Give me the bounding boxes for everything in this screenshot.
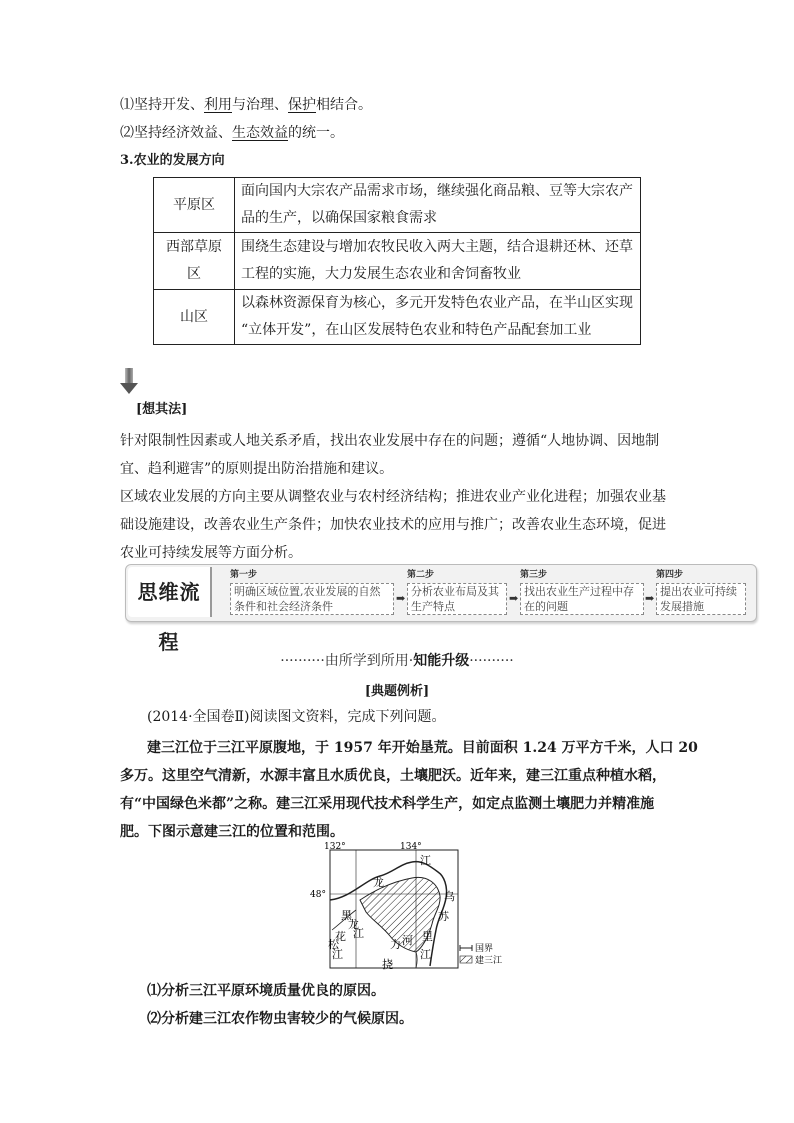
- think-paragraph-1: 针对限制性因素或人地关系矛盾，找出农业发展中存在的问题；遵循“人地协调、因地制 宜、趋利避害”的原则提出防治措施和建议。: [120, 433, 660, 477]
- development-direction-table: [153, 177, 641, 345]
- principle-1: ⑴坚持开发、利用与治理、保护相结合。: [120, 97, 372, 113]
- jiansanjiang-map: [310, 840, 510, 971]
- step-box: 找出农业生产过程中存 在的问题: [520, 583, 644, 615]
- step-label: 第三步: [520, 570, 548, 580]
- desc-cell: 以森林资源保育为核心，多元开发特色农业产品，在半山区实现 “立体开发”，在山区发展特色农业和特色产品配套加工业: [235, 290, 641, 345]
- table-row: [154, 233, 641, 290]
- example-source: (2014·全国卷Ⅱ)阅读图文资料，完成下列问题。: [147, 709, 446, 725]
- step-label: 第一步: [230, 570, 258, 580]
- table-row: [154, 290, 641, 345]
- upgrade-heading: ··········由所学到所用·知能升级··········: [280, 653, 514, 669]
- think-paragraph-2: 区域农业发展的方向主要从调整农业与农村经济结构；推进农业产业化进程；加强农业基 础设施建设，改善农业生产条件；加快农业技术的应用与推广；改善农业生态环境，促进 农业可持续发展等方面分析。: [120, 489, 666, 561]
- region-cell: 西部草原 区: [154, 233, 235, 290]
- think-label: [想其法]: [136, 402, 188, 417]
- map-label: 松: [328, 938, 339, 951]
- map-label: 乌: [444, 890, 455, 903]
- lon-132-label: 132°: [324, 842, 346, 852]
- step-label: 第四步: [656, 570, 684, 580]
- map-label: 江: [332, 948, 343, 961]
- desc-cell: 面向国内大宗农产品需求市场，继续强化商品粮、豆等大宗农产 品的生产，以确保国家粮食需求: [235, 178, 641, 233]
- region-cell: 平原区: [154, 178, 235, 233]
- map-label: 花: [335, 930, 346, 943]
- map-legend: [460, 943, 502, 966]
- question-1: ⑴分析三江平原环境质量优良的原因。: [147, 983, 385, 999]
- example-label: [典题例析]: [364, 684, 430, 699]
- map-label: 里: [422, 930, 433, 943]
- legend-area-label: 建三江: [475, 956, 503, 966]
- map-label: 河: [402, 934, 413, 947]
- map-label: 龙: [373, 876, 384, 889]
- map-label: 龙: [348, 918, 359, 931]
- map-label: 江: [420, 948, 431, 961]
- map-label: 江: [420, 854, 431, 867]
- step-box: 提出农业可持续 发展措施: [656, 583, 746, 615]
- lat-48-label: 48°: [310, 890, 326, 900]
- region-cell: 山区: [154, 290, 235, 345]
- step-box: 明确区域位置,农业发展的自然 条件和社会经济条件: [230, 583, 394, 615]
- step-box: 分析农业布局及其 生产特点: [407, 583, 507, 615]
- map-label: 江: [353, 927, 364, 940]
- flow-arrow-icon: ➡: [645, 592, 655, 605]
- flow-arrow-icon: ➡: [509, 592, 519, 605]
- desc-cell: 围绕生态建设与增加农牧民收入两大主题，结合退耕还林、还草 工程的实施，大力发展生态农业和舍饲畜牧业: [235, 233, 641, 290]
- question-2: ⑵分析建三江农作物虫害较少的气候原因。: [147, 1011, 413, 1027]
- area-legend-icon: [460, 956, 472, 963]
- map-label: 力: [390, 938, 401, 951]
- legend-border-label: 国界: [475, 944, 494, 954]
- map-label: 黑: [341, 909, 352, 922]
- example-paragraph: 建三江位于三江平原腹地，于 1957 年开始垦荒。目前面积 1.24 万平方千米，人口 20 多万。这里空气清新，水源丰富且水质优良，土壤肥沃。近年来，建三江重点种植水稻， 有“中国绿色米都”之称。建三江采用现代技术科学生产，如定点监测土壤肥力并精准施 肥。下图示意建三江的位置和范围。: [120, 740, 698, 840]
- section-heading: 3.农业的发展方向: [120, 153, 225, 168]
- flow-arrow-icon: ➡: [396, 592, 406, 605]
- lon-134-label: 134°: [400, 842, 422, 852]
- map-label: 挠: [382, 958, 393, 971]
- down-arrow-icon: [120, 368, 138, 394]
- map-label: 苏: [438, 910, 449, 923]
- thinking-flow-banner: [125, 564, 757, 654]
- principle-2: ⑵坚持经济效益、生态效益的统一。: [120, 125, 344, 141]
- table-row: [154, 178, 641, 233]
- flow-title: 思维流程: [128, 567, 212, 617]
- step-label: 第二步: [407, 570, 435, 580]
